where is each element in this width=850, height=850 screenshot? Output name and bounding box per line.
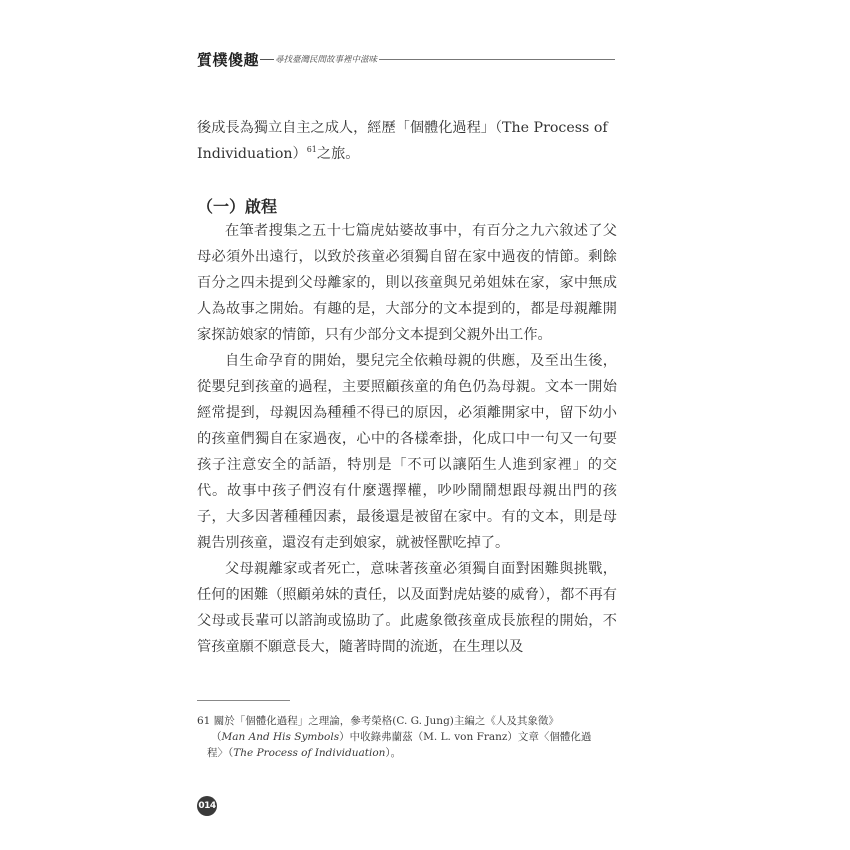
footnote-text-1: 關於「個體化過程」之理論，參考榮格(C. G. Jung)主編之《人及其象徵》: [213, 715, 559, 727]
footnote-text-2: ）中收錄弗蘭茲（M. L. von Franz）文章〈個體化過: [339, 731, 592, 743]
footnote-text-3-pre: 程〉（: [207, 747, 234, 759]
footnote-line-3: [197, 745, 617, 761]
paragraph-1: 在筆者搜集之五十七篇虎姑婆故事中，有百分之九六敘述了父母必須外出遠行，以致於孩童必須獨自留在家中過夜的情節。剩餘百分之四未提到父母離家的，則以孩童與兄弟姐妹在家，家中無成人為故事之開始。有趣的是，大部分的文本提到的，都是母親離開家探訪娘家的情節，只有少部分文本提到父親外出工作。: [197, 223, 617, 343]
paragraph-3: 父母親離家或者死亡，意味著孩童必須獨自面對困難與挑戰，任何的困難（照顧弟妹的責任，以及面對虎姑婆的威脅），都不再有父母或長輩可以諮詢或協助了。此處象徵孩童成長旅程的開始，不管孩童願不願意長大，隨著時間的流逝，在生理以及: [197, 561, 617, 655]
footnote-article-title-en: The Process of Individuation: [233, 747, 386, 759]
book-subtitle: 尋找臺灣民間故事裡中滋味: [275, 55, 378, 65]
continuation-line-2-pre: Individuation）: [197, 146, 307, 162]
footnote-divider: [197, 700, 290, 701]
continuation-line-1: 後成長為獨立自主之成人，經歷「個體化過程」（The Process of: [197, 120, 608, 136]
footnote-text-3-post: ）。: [385, 747, 402, 759]
running-header: [197, 48, 615, 70]
page-number-badge: 014: [197, 796, 217, 816]
continuation-line-2-post: 之旅。: [316, 146, 360, 162]
footnote-line-2: [197, 729, 617, 745]
continuation-text: [197, 115, 617, 167]
footnote-reference[interactable]: 61: [306, 145, 317, 154]
footnote-number: 61: [197, 715, 211, 727]
footnote-line-1: [197, 713, 617, 729]
book-title: 質樸傻趣: [197, 50, 260, 69]
footnote: [197, 713, 617, 761]
header-rule: [379, 59, 615, 60]
section-heading: （一）啟程: [197, 197, 278, 216]
continuation-paragraph: [197, 115, 617, 167]
footnote-book-title-en: Man And His Symbols: [221, 731, 340, 743]
paragraph-2: 自生命孕育的開始，嬰兒完全依賴母親的供應，及至出生後，從嬰兒到孩童的過程，主要照顧孩童的角色仍為母親。文本一開始經常提到，母親因為種種不得已的原因，必須離開家中，留下幼小的孩童們獨自在家過夜，心中的各樣牽掛，化成口中一句又一句要孩子注意安全的話語，特別是「不可以讓陌生人進到家裡」的交代。故事中孩子們沒有什麼選擇權，吵吵鬧鬧想跟母親出門的孩子，大多因著種種因素，最後還是被留在家中。有的文本，則是母親告別孩童，還沒有走到娘家，就被怪獸吃掉了。: [197, 353, 617, 551]
header-dash: [260, 59, 274, 60]
footnote-paren-open: （: [211, 731, 222, 743]
main-body: [197, 218, 617, 660]
